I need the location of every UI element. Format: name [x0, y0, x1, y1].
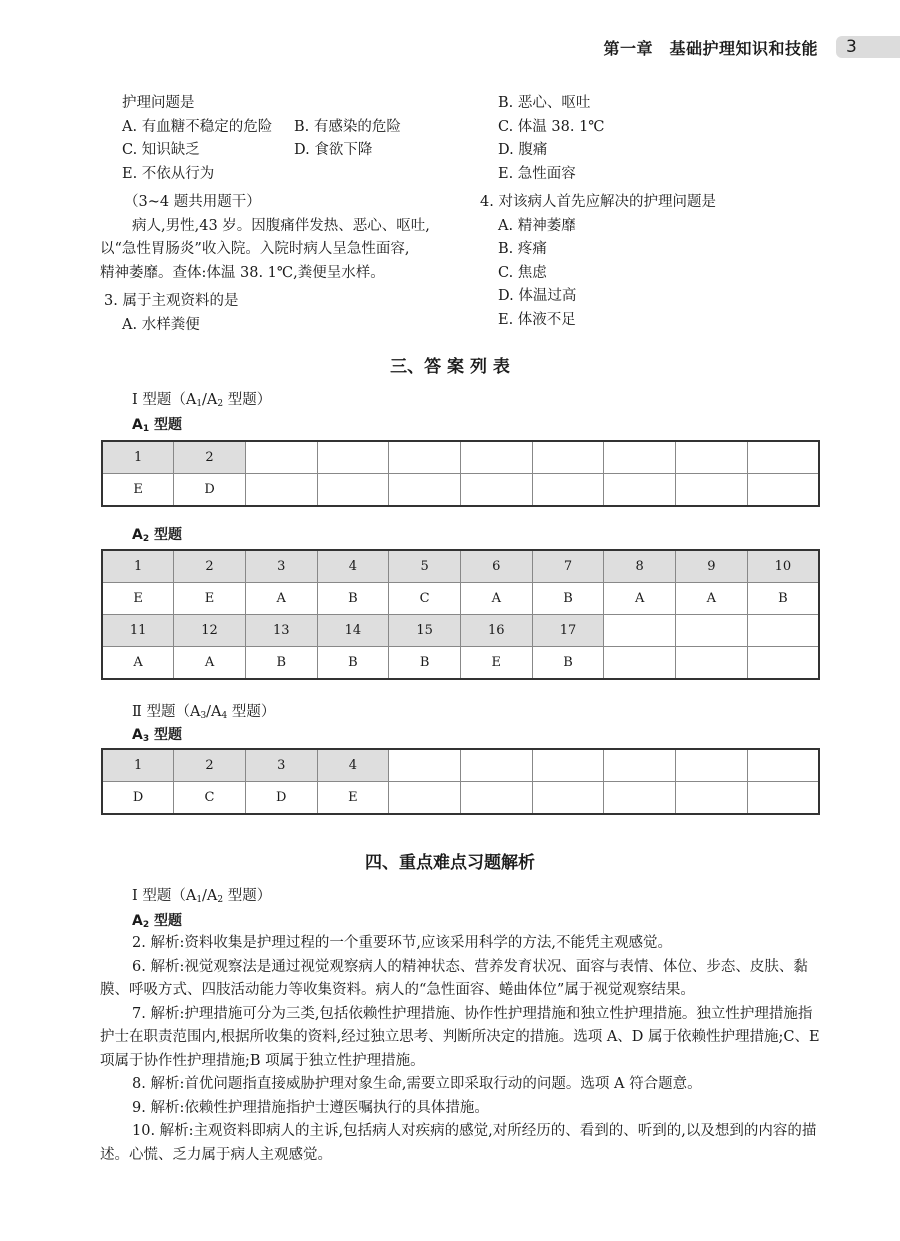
- table-cell: [389, 749, 461, 782]
- table-row-numbers: [102, 550, 819, 583]
- table-cell: [676, 749, 748, 782]
- table-cell: B: [389, 647, 461, 680]
- table-cell: [676, 474, 748, 507]
- table-cell: 1: [102, 550, 174, 583]
- option-a: A. 水样粪便: [122, 316, 200, 333]
- option-e: E. 不依从行为: [122, 165, 215, 182]
- table-cell: A: [676, 583, 748, 615]
- option-c: C. 知识缺乏: [122, 142, 200, 158]
- option-row: [100, 139, 460, 163]
- table-cell: [676, 615, 748, 647]
- option-d: D. 体温过高: [498, 288, 577, 304]
- left-column: [100, 92, 460, 337]
- table-cell: [245, 441, 317, 474]
- table-cell: [317, 441, 389, 474]
- table-cell: [532, 441, 604, 474]
- table-cell: C: [174, 782, 246, 815]
- a2-heading: $A_2$ 型题: [132, 913, 182, 930]
- table-cell: D: [174, 474, 246, 507]
- table-cell: 3: [245, 749, 317, 782]
- table-cell: B: [245, 647, 317, 680]
- table-cell: B: [532, 647, 604, 680]
- table-cell: 8: [604, 550, 676, 583]
- table-cell: [389, 782, 461, 815]
- table-cell: 1: [102, 749, 174, 782]
- table-cell: A: [174, 647, 246, 680]
- a3-answer-table: [101, 748, 820, 815]
- table-cell: [676, 782, 748, 815]
- table-cell: 17: [532, 615, 604, 647]
- table-cell: B: [317, 583, 389, 615]
- option-a: A. 精神萎靡: [498, 217, 576, 234]
- table-cell: 9: [676, 550, 748, 583]
- option-c: C. 焦虑: [498, 264, 547, 281]
- table-row-numbers: [102, 749, 819, 782]
- table-row-answers: [102, 782, 819, 815]
- a3-heading: $A_3$ 型题: [132, 727, 182, 744]
- table-cell: [604, 749, 676, 782]
- table-cell: E: [317, 782, 389, 815]
- chapter-title: 第一章 基础护理知识和技能: [603, 39, 818, 58]
- table-cell: A: [460, 583, 532, 615]
- table-cell: [460, 749, 532, 782]
- table-cell: [747, 647, 819, 680]
- explanation-item: 2. 解析:资料收集是护理过程的一个重要环节,应该采用科学的方法,不能凭主观感觉。: [132, 935, 673, 951]
- table-cell: 16: [460, 615, 532, 647]
- table-cell: 7: [532, 550, 604, 583]
- table-cell: [676, 647, 748, 680]
- table-cell: 13: [245, 615, 317, 647]
- table-cell: [532, 474, 604, 507]
- table-cell: [389, 441, 461, 474]
- table-cell: E: [102, 474, 174, 507]
- page-number: 3: [846, 37, 857, 57]
- stem-line: 精神萎靡。查体:体温 38. 1℃,粪便呈水样。: [100, 264, 385, 281]
- option-c: C. 体温 38. 1℃: [498, 118, 605, 135]
- table-cell: [604, 441, 676, 474]
- table-cell: [460, 782, 532, 815]
- table-cell: A: [604, 583, 676, 615]
- table-cell: 15: [389, 615, 461, 647]
- question-2-tail: 护理问题是: [122, 95, 195, 111]
- table-cell: D: [245, 782, 317, 815]
- table-cell: C: [389, 583, 461, 615]
- table-cell: 11: [102, 615, 174, 647]
- table-cell: E: [174, 583, 246, 615]
- a1-answer-table: [101, 440, 820, 507]
- table-cell: [389, 474, 461, 507]
- running-header: [0, 34, 900, 60]
- table-cell: 4: [317, 749, 389, 782]
- section-title-answer-list: 三、答 案 列 表: [390, 357, 510, 377]
- table-cell: [532, 749, 604, 782]
- type1-heading: Ⅰ 型题（$A_1/A_2$ 型题）: [132, 392, 272, 409]
- right-column: [480, 92, 840, 332]
- table-cell: D: [102, 782, 174, 815]
- table-cell: 12: [174, 615, 246, 647]
- table-cell: [747, 749, 819, 782]
- table-cell: [460, 474, 532, 507]
- table-cell: [604, 782, 676, 815]
- table-row-numbers: [102, 441, 819, 474]
- table-cell: 4: [317, 550, 389, 583]
- option-b: B. 疼痛: [498, 241, 547, 257]
- table-cell: 14: [317, 615, 389, 647]
- page-number-tab: [836, 36, 900, 58]
- table-cell: 2: [174, 550, 246, 583]
- table-cell: 2: [174, 749, 246, 782]
- table-cell: [747, 441, 819, 474]
- a2-answer-table: [101, 549, 820, 680]
- table-cell: E: [460, 647, 532, 680]
- table-cell: 1: [102, 441, 174, 474]
- table-cell: [317, 474, 389, 507]
- table-cell: B: [317, 647, 389, 680]
- table-row-answers: [102, 647, 819, 680]
- explanation-item: 7. 解析:护理措施可分为三类,包括依赖性护理措施、协作性护理措施和独立性护理措施。独立性护理措施指护士在职责范围内,根据所收集的资料,经过独立思考、判断所决定的措施。选项 A、D 属于依赖性护理措施;C、E 项属于协作性护理措施;B 项属于独立性护理措施。: [100, 1005, 820, 1069]
- explanation-item: 9. 解析:依赖性护理措施指护士遵医嘱执行的具体措施。: [132, 1099, 489, 1116]
- shared-stem-label: （3~4 题共用题干）: [124, 194, 261, 210]
- stem-line: 以“急性胃肠炎”收入院。入院时病人呈急性面容,: [100, 241, 410, 257]
- table-cell: B: [747, 583, 819, 615]
- table-row-answers: [102, 583, 819, 615]
- explanation-item: 8. 解析:首优问题指直接威胁护理对象生命,需要立即采取行动的问题。选项 A 符合题意。: [132, 1076, 702, 1092]
- type2-heading: Ⅱ 型题（$A_3/A_4$ 型题）: [132, 704, 276, 721]
- option-e: E. 急性面容: [498, 165, 576, 182]
- table-cell: [747, 615, 819, 647]
- table-cell: A: [102, 647, 174, 680]
- question-4-text: 4. 对该病人首先应解决的护理问题是: [480, 194, 716, 210]
- table-row-numbers: [102, 615, 819, 647]
- table-cell: A: [245, 583, 317, 615]
- option-b: B. 有感染的危险: [294, 118, 401, 135]
- table-row-answers: [102, 474, 819, 507]
- table-cell: E: [102, 583, 174, 615]
- section-title-key-analysis: 四、重点难点习题解析: [365, 853, 535, 873]
- explanations: [100, 932, 820, 1167]
- stem-line: 病人,男性,43 岁。因腹痛伴发热、恶心、呕吐,: [132, 217, 430, 234]
- table-cell: [747, 782, 819, 815]
- type1-heading: Ⅰ 型题（$A_1/A_2$ 型题）: [132, 888, 272, 905]
- a2-heading: $A_2$ 型题: [132, 527, 182, 544]
- explanation-item: 10. 解析:主观资料即病人的主诉,包括病人对疾病的感觉,对所经历的、看到的、听到的,以及想到的内容的描述。心慌、乏力属于病人主观感觉。: [100, 1123, 817, 1163]
- table-cell: [747, 474, 819, 507]
- table-cell: B: [532, 583, 604, 615]
- a1-heading: $A_1$ 型题: [132, 417, 182, 434]
- option-b: B. 恶心、呕吐: [498, 95, 591, 111]
- table-cell: [676, 441, 748, 474]
- table-cell: [604, 615, 676, 647]
- table-cell: [604, 647, 676, 680]
- table-cell: [604, 474, 676, 507]
- option-d: D. 腹痛: [498, 142, 548, 158]
- option-d: D. 食欲下降: [294, 142, 373, 158]
- table-cell: 3: [245, 550, 317, 583]
- explanation-item: 6. 解析:视觉观察法是通过视觉观察病人的精神状态、营养发育状况、面容与表情、体位、步态、皮肤、黏膜、呼吸方式、四肢活动能力等收集资料。病人的“急性面容、蜷曲体位”属于视觉观察结果。: [100, 958, 808, 998]
- table-cell: [460, 441, 532, 474]
- table-cell: 6: [460, 550, 532, 583]
- option-e: E. 体液不足: [498, 311, 576, 328]
- table-cell: [245, 474, 317, 507]
- table-cell: 10: [747, 550, 819, 583]
- option-a: A. 有血糖不稳定的危险: [122, 118, 273, 135]
- table-cell: [532, 782, 604, 815]
- table-cell: 2: [174, 441, 246, 474]
- option-row: [100, 116, 460, 140]
- question-3-text: 3. 属于主观资料的是: [104, 293, 239, 309]
- table-cell: 5: [389, 550, 461, 583]
